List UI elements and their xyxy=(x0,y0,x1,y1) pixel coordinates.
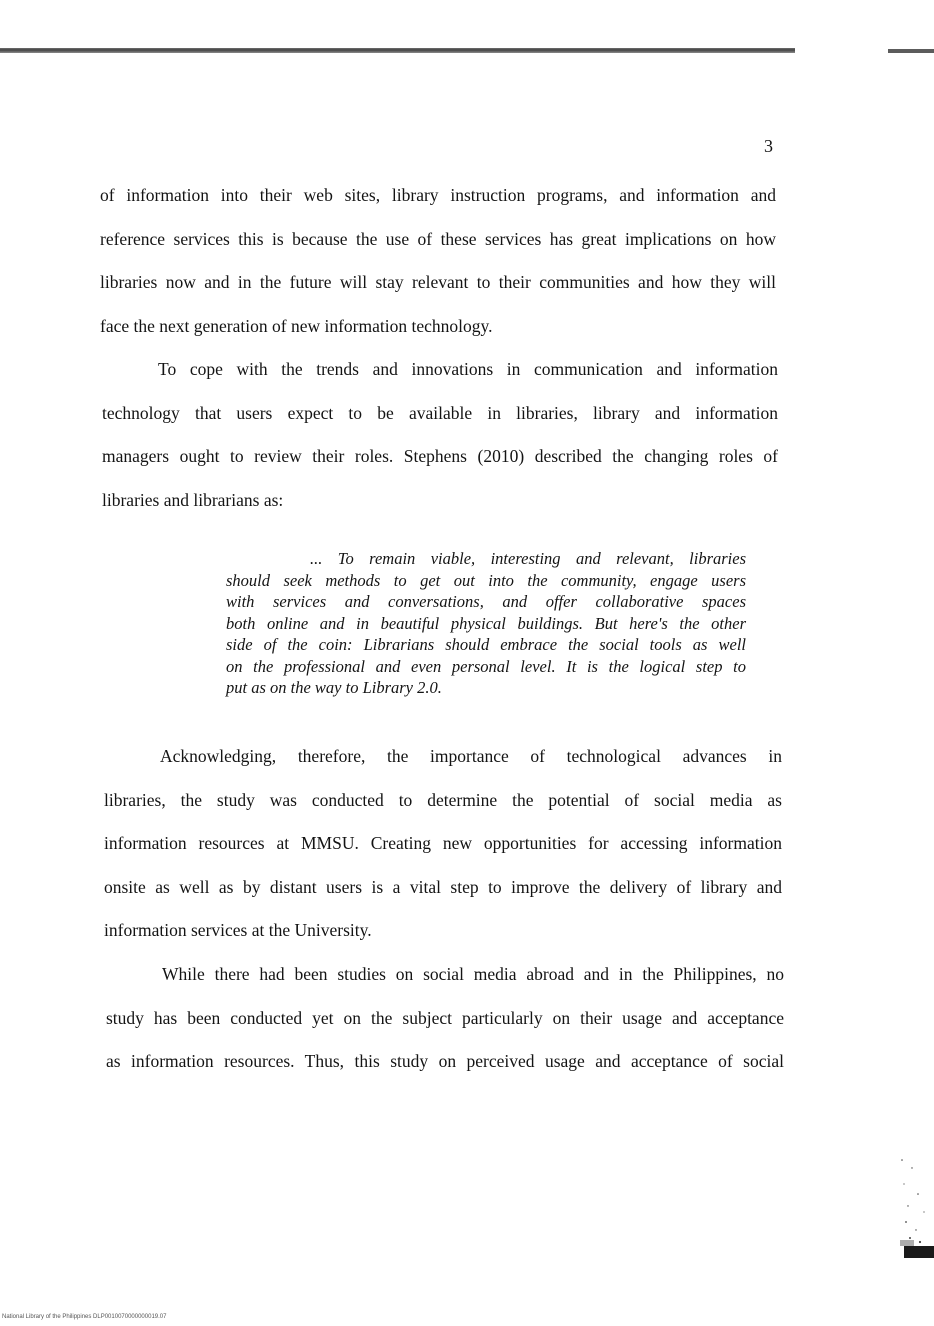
block-quote xyxy=(226,548,746,699)
text-line: libraries, the study was conducted to determine the potential of social media as xyxy=(104,789,782,810)
text-line: information resources at MMSU. Creating new opportunities for accessing information xyxy=(104,833,782,853)
text-line: Acknowledging, therefore, the importance of technological advances in xyxy=(160,746,782,766)
quote-line: put as on the way to Library 2.0. xyxy=(226,678,442,697)
text-line: of information into their web sites, library instruction programs, and information and xyxy=(100,185,776,205)
quote-line: on the professional and even personal level. It is the logical step to xyxy=(226,656,746,676)
text-line: libraries now and in the future will stay relevant to their communities and how they will xyxy=(100,272,776,292)
text-line: technology that users expect to be available in libraries, library and information xyxy=(102,402,778,423)
paragraph-cope xyxy=(102,348,778,522)
scan-top-edge-right xyxy=(888,49,934,53)
text-line: as information resources. Thus, this study on perceived usage and acceptance of social xyxy=(106,1051,784,1071)
text-line: information services at the University. xyxy=(104,920,372,940)
footer-stamp: National Library of the Philippines DLP0010070000000019.07 xyxy=(2,1314,167,1320)
quote-line: should seek methods to get out into the community, engage users xyxy=(226,570,746,590)
quote-line: ... To remain viable, interesting and relevant, libraries xyxy=(310,549,746,568)
paragraph-acknowledging xyxy=(104,735,782,953)
scan-top-edge xyxy=(0,48,795,53)
quote-line: with services and conversations, and offer collaborative spaces xyxy=(226,592,746,611)
text-line: To cope with the trends and innovations in communication and information xyxy=(158,359,778,379)
text-line: While there had been studies on social media abroad and in the Philippines, no xyxy=(162,964,784,984)
scan-speckle xyxy=(898,1150,934,1262)
text-line: managers ought to review their roles. Stephens (2010) described the changing roles of xyxy=(102,446,778,466)
quote-line: side of the coin: Librarians should embrace the social tools as well xyxy=(226,635,746,654)
text-line: reference services this is because the use of these services has great implications on how xyxy=(100,228,776,249)
text-line: face the next generation of new information technology. xyxy=(100,315,493,336)
quote-line: both online and in beautiful physical buildings. But here's the other xyxy=(226,613,746,633)
text-line: study has been conducted yet on the subject particularly on their usage and acceptance xyxy=(106,1007,784,1028)
text-line: libraries and librarians as: xyxy=(102,489,284,510)
text-line: onsite as well as by distant users is a vital step to improve the delivery of library and xyxy=(104,876,782,897)
paragraph-while xyxy=(106,953,784,1084)
paragraph-continuation xyxy=(100,174,776,348)
page-number: 3 xyxy=(764,136,773,156)
